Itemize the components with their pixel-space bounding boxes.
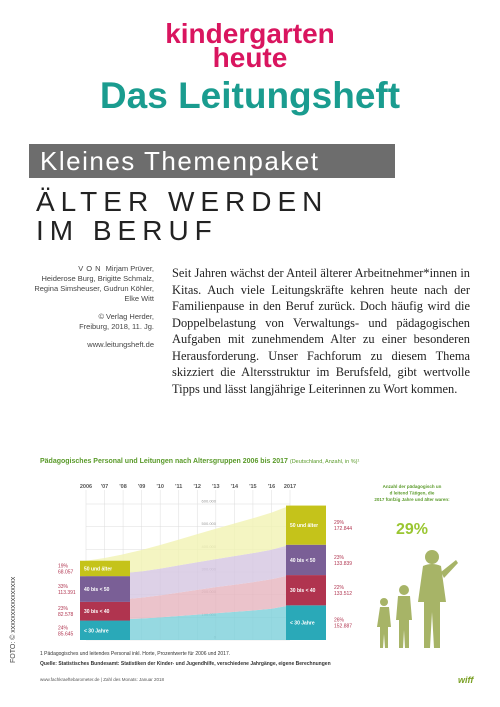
year-tick-label: '10 (156, 484, 164, 490)
label-2017-num: 133.512 (334, 591, 353, 598)
woman-silhouette-icon (418, 564, 446, 648)
annotation-line-1: d leitend Tätigen, die (389, 490, 435, 496)
chart-footnote: 1 Pädagogisches und leitendes Personal inkl. Horte, Prozentwerte für 2006 und 2017. (40, 651, 231, 657)
chart-source: Quelle: Statistisches Bundesamt: Statistiken der Kinder- und Jugendhilfe, verschiedene Jahrgänge, eigene Berechnungen (40, 661, 331, 667)
author-credits (14, 264, 154, 350)
year-tick-label: 2017 (283, 484, 297, 490)
y-tick-label: 600.000 (201, 498, 216, 504)
bar-segment-label: < 30 Jahre (84, 628, 109, 635)
label-2006-pct: 19% (58, 563, 69, 570)
headline-line1: ÄLTER WERDEN (36, 186, 329, 217)
year-tick-label: '07 (100, 484, 109, 490)
label-2006-num: 113.391 (58, 590, 76, 597)
woman-arm-icon (441, 560, 458, 578)
label-2006-pct: 23% (58, 606, 69, 613)
chart-title-main: Pädagogisches Personal und Leitungen nach Altersgruppen 2006 bis 2017 (40, 458, 290, 465)
year-tick-label: '14 (230, 484, 239, 490)
wiff-logo: wiff (458, 675, 474, 685)
chart-title-suffix: (Deutschland, Anzahl, in %)¹ (289, 459, 360, 465)
bar-segment-label: 50 und älter (84, 566, 113, 573)
age-structure-chart (0, 452, 500, 652)
woman-head-icon (425, 550, 439, 564)
photo-credit: FOTO: © xxxxxxxxxxxxxxxx (10, 576, 17, 663)
brand-heute: heute (212, 42, 288, 73)
section-title: Kleines Themenpaket (40, 146, 320, 176)
year-tick-label: '08 (119, 484, 127, 490)
label-2006-num: 85.645 (58, 631, 74, 638)
year-tick-label: '09 (137, 484, 146, 490)
bar-segment-label: 50 und älter (290, 523, 319, 530)
author-3: Regina Simsheuser, Gudrun Köhler, (34, 284, 154, 293)
year-tick-label: '15 (249, 484, 257, 490)
label-2017-pct: 23% (334, 554, 345, 561)
label-2017-pct: 22% (334, 585, 345, 592)
year-tick-label: '16 (267, 484, 276, 490)
toddler-head-icon (380, 598, 388, 606)
annotation-line-2: 2017 fünfzig Jahre und älter waren: (374, 497, 450, 502)
year-tick-label: '11 (175, 484, 183, 490)
label-2017-num: 172.844 (334, 526, 353, 533)
brand-leitungsheft: Das Leitungsheft (99, 75, 401, 116)
bar-segment-label: 30 bis < 40 (84, 609, 110, 616)
annotation-line-0: Anzahl der pädagogisch un (382, 484, 442, 489)
label-2006-pct: 33% (58, 584, 69, 591)
bar-segment-label: 30 bis < 40 (290, 588, 316, 595)
brand-kindergarten: kindergarten (165, 18, 335, 49)
y-tick-label: 500.000 (201, 521, 216, 527)
von-label: VON (78, 264, 104, 273)
publisher-line-2: Freiburg, 2018, 11. Jg. (79, 322, 154, 331)
label-2006-pct: 24% (58, 625, 69, 632)
label-2006-num: 82.578 (58, 612, 74, 619)
publisher-line-1: © Verlag Herder, (98, 312, 154, 321)
chart-title (40, 458, 359, 465)
annotation-value: 29% (395, 521, 429, 538)
year-tick-label: '12 (193, 484, 201, 490)
author-2: Heiderose Burg, Brigitte Schmalz, (41, 274, 154, 283)
child-silhouette-icon (396, 596, 412, 648)
toddler-silhouette-icon (377, 607, 391, 648)
headline-line2: IM BERUF (36, 215, 218, 246)
label-2017-num: 133.839 (334, 560, 353, 567)
year-tick-label: '13 (212, 484, 220, 490)
bar-segment-label: 40 bis < 50 (84, 587, 110, 594)
year-tick-label: 2006 (79, 484, 93, 490)
footer-text: www.fachkraeftebarometer.de | Zahl des Monats: Januar 2018 (40, 677, 164, 682)
bar-segment-label: 40 bis < 50 (290, 557, 316, 564)
bar-segment-label: < 30 Jahre (290, 620, 315, 627)
label-2017-num: 152.887 (334, 623, 353, 630)
author-4: Elke Witt (124, 294, 154, 303)
label-2017-pct: 29% (334, 520, 345, 527)
website-link[interactable]: www.leitungsheft.de (87, 340, 154, 349)
intro-paragraph: Seit Jahren wächst der Anteil älterer Arbeitnehmer*innen in Kitas. Auch viele Leitungskräfte kehren heute nach der Familienpause in den Beruf zurück. Doch häufig wird die Doppelbelastung von Verwaltungs- und pädagogischen Aufgaben mit zunehmendem Alter zu einer besonderen Herausforderung. Unser Fachforum zu diesem Thema skizziert die Altersstruktur im Berufsfeld, gibt wertvolle Tipps und lässt langjährige Leiterinnen zu Wort kommen. (172, 266, 470, 396)
author-1: Mirjam Prüver, (105, 264, 154, 273)
label-2006-num: 68.057 (58, 569, 74, 576)
label-2017-pct: 26% (334, 617, 345, 624)
child-head-icon (399, 585, 409, 595)
